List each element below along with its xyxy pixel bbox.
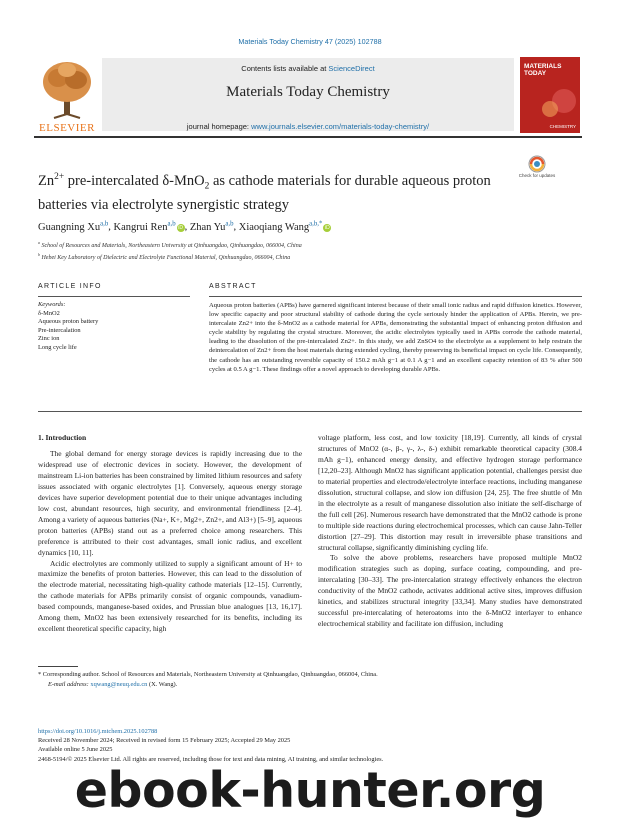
check-updates-label: Check for updates — [518, 173, 556, 178]
affiliations — [38, 239, 302, 262]
keyword: Zinc ion — [38, 335, 60, 343]
check-updates-icon — [522, 155, 552, 173]
email-link[interactable]: xqwang@neuq.edu.cn — [90, 680, 148, 688]
body-column-right — [318, 433, 582, 630]
introduction-heading: 1. Introduction — [38, 433, 87, 442]
journal-citation[interactable]: Materials Today Chemistry 47 (2025) 102788 — [238, 37, 382, 46]
affiliation: $^b$ Hebei Key Laboratory of Dielectric and Electrolyte Functional Material, Qinhuangdao, 066004, China — [38, 252, 291, 261]
cover-subtitle: CHEMISTRY — [549, 124, 576, 129]
author[interactable]: Zhan Yu$^{a,b}$ — [189, 220, 234, 233]
author[interactable]: Xiaoqiang Wang$^{a,b,*}$iD — [238, 220, 330, 233]
affiliation: $^a$ School of Resources and Materials, Northeastern University at Qinhuangdao, Qinhuangdao, 066004, China — [38, 241, 302, 249]
keywords-block — [38, 301, 98, 353]
journal-cover-image — [520, 57, 580, 133]
check-for-updates-button[interactable] — [522, 155, 552, 189]
orcid-icon[interactable]: iD — [325, 224, 330, 231]
corresponding-author-note: * Corresponding author. School of Resources and Materials, Northeastern University at Qinhuangdao, Qinhuangdao, 066004, China. — [38, 671, 378, 678]
received-dates: Received 28 November 2024; Received in revised form 15 February 2025; Accepted 29 May 2025 — [38, 737, 291, 745]
email-line: E-mail address: xqwang@neuq.edu.cn (X. Wang). — [48, 680, 178, 688]
keyword: Pre-intercalation — [38, 326, 81, 334]
keyword: Long cycle life — [38, 343, 77, 351]
homepage-prefix: journal homepage: — [186, 122, 252, 131]
abstract-text: Aqueous proton batteries (APBs) have garnered significant interest because of their small ionic radius and rapid diffusion kinetics. However, low specific capacity and poor structural stability of cathode during the cycle seriously hinder the application of APBs. Herein, we pre-intercalate Zn2+ into the δ-MnO2 as a cathode material for APBs, demonstrating the substantial impact of enhancing proton diffusion and cycle stability by regulating the crystal structure. Moreover, the acidic electrolytes typically used in APBs corrode the cathode material, leading to the dissolution of the pre-intercalated Zn2+. In this study, we add ZnSO4 to the electrolyte as a supplement to help restrain the deintercalation of Zn2+ from the host materials during extended cycling, thereby preserving its beneficial impact on cycle life. Consequently, the cathode has an outstanding reversible capacity of 150.2 mAh g−1 at 0.1 A g−1 and an excellent capacity retention of 83 % after 500 cycles at 0.5 A g−1. These findings offer a novel approach to developing durable APBs. — [209, 302, 582, 373]
contents-line — [102, 64, 514, 73]
abstract-bottom-rule — [38, 411, 582, 412]
footnote — [38, 670, 582, 689]
abstract-rule — [209, 296, 582, 297]
body-paragraph: voltage platform, less cost, and low toxicity [18,19]. Currently, all kinds of crystal structures of MnO2 (α-, β-, γ-, λ-, δ-) exhibit remarkable theoretical capacity (308.4 mAh g−1), enhanced energy density, and effective hydrogen storage performance [12,20–23]. Although MnO2 has significant application potential, challenges persist due to material properties and electrode/electrolyte interface reactions, including manganese dissolution, structural collapse, and slow ion diffusion [24, 25]. The free shuttle of Mn in the electrolyte as a result of manganese dissolution also initiate the self-discharge of the full cell [26]. Numerous research have demonstrated that the MnO2 cathode is prone to multiple side reactions during electrochemical processes, which can cause Jahn-Teller distortion [27–29]. This distortion may result in irreversible phase transitions and structural collapse, significantly diminishing cycling life. — [318, 433, 582, 552]
doi-link[interactable]: https://doi.org/10.1016/j.mtchem.2025.102788 — [38, 728, 158, 735]
abstract-heading: ABSTRACT — [209, 283, 257, 290]
author[interactable]: Kangrui Ren$^{a,b}$iD — [113, 220, 183, 233]
body-paragraph: To solve the above problems, researchers have proposed multiple MnO2 modification strategies such as doping, surface coating, compounding, and pre-intercalating [30–33]. The pre-intercalation strategy effectively enhances the electron conductivity of the MnO2 cathode, activates additional active sites, improves diffusion kinetics, and stabilizes structural integrity [33,34]. Many studies have demonstrated successful pre-intercalating of heteroatoms into the δ-MnO2 interlayer to enhance electrochemical stability and facilitate ion diffusion, including — [318, 553, 582, 629]
orcid-icon[interactable]: iD — [178, 224, 183, 231]
header-rule — [34, 136, 582, 138]
watermark: ebook-hunter.org — [74, 762, 546, 819]
available-online: Available online 5 June 2025 — [38, 746, 113, 754]
article-info-heading: ARTICLE INFO — [38, 283, 102, 290]
author[interactable]: Guangning Xu$^{a,b}$ — [38, 220, 109, 233]
body-column-left — [38, 449, 302, 635]
keyword: δ-MnO2 — [38, 309, 60, 317]
homepage-line — [102, 122, 514, 131]
body-paragraph: Acidic electrolytes are commonly utilized to supply a significant amount of H+ to maximize the benefits of proton batteries. However, this can lead to the dissolution of the electrode material, necessitating high-quality cathode materials [12–15]. Currently, the cathode materials for APBs primarily consist of organic compounds, vanadium-based compounds, manganese-based oxides, and Prussian blue analogues [13, 16,17]. Among them, MnO2 has been extensively researched for its benefits, including its excellent theoretical specific capacity, high — [38, 558, 302, 634]
journal-title: Materials Today Chemistry — [226, 84, 390, 100]
cover-title: MATERIALS TODAY — [524, 63, 562, 77]
sciencedirect-link[interactable]: ScienceDirect — [328, 64, 375, 73]
keyword: Aqueous proton battery — [38, 318, 99, 326]
cover-art-icon — [520, 57, 580, 133]
keywords-label: Keywords: — [38, 301, 66, 308]
elsevier-tree-icon — [34, 58, 100, 120]
elsevier-wordmark: ELSEVIER — [39, 122, 95, 134]
article-info-rule — [38, 296, 190, 297]
author-list: Guangning Xu$^{a,b}$, Kangrui Ren$^{a,b}$iD , Zhan Yu$^{a,b}$, Xiaoqiang Wang$^{a,b,*}$iD — [38, 220, 330, 233]
article-title: $Zn^{2+}$ pre-intercalated δ-MnO$_2$ as cathode materials for durable aqueous proton batteries via electrolyte synergistic strategy — [38, 172, 491, 213]
copyright-line: 2468-5194/© 2025 Elsevier Ltd. All rights are reserved, including those for text and data mining, AI training, and similar technologies. — [38, 755, 384, 763]
journal-homepage-link[interactable]: www.journals.elsevier.com/materials-today-chemistry/ — [251, 122, 430, 131]
footnote-rule — [38, 666, 78, 667]
contents-prefix: Contents lists available at — [241, 64, 329, 73]
body-paragraph: The global demand for energy storage devices is rapidly increasing due to the widespread use of electronic devices in society. However, the development of mainstream Li-ion batteries has been constrained by limited lithium resources and safety issues associated with organic electrolytes [1]. Conversely, aqueous energy storage devices have superior development potential due to their unique advantages including low cost, abundant resources, high security, and environmental friendliness [2–4]. Among a variety of aqueous batteries (Na+, K+, Mg2+, Zn2+, and Al3+) [5–9], aqueous proton batteries (APBs) stand out as a preferred choice among researchers. This preference is attributed to their cost advantages, small ionic radius, and excellent dynamics [10, 11]. — [38, 449, 302, 557]
